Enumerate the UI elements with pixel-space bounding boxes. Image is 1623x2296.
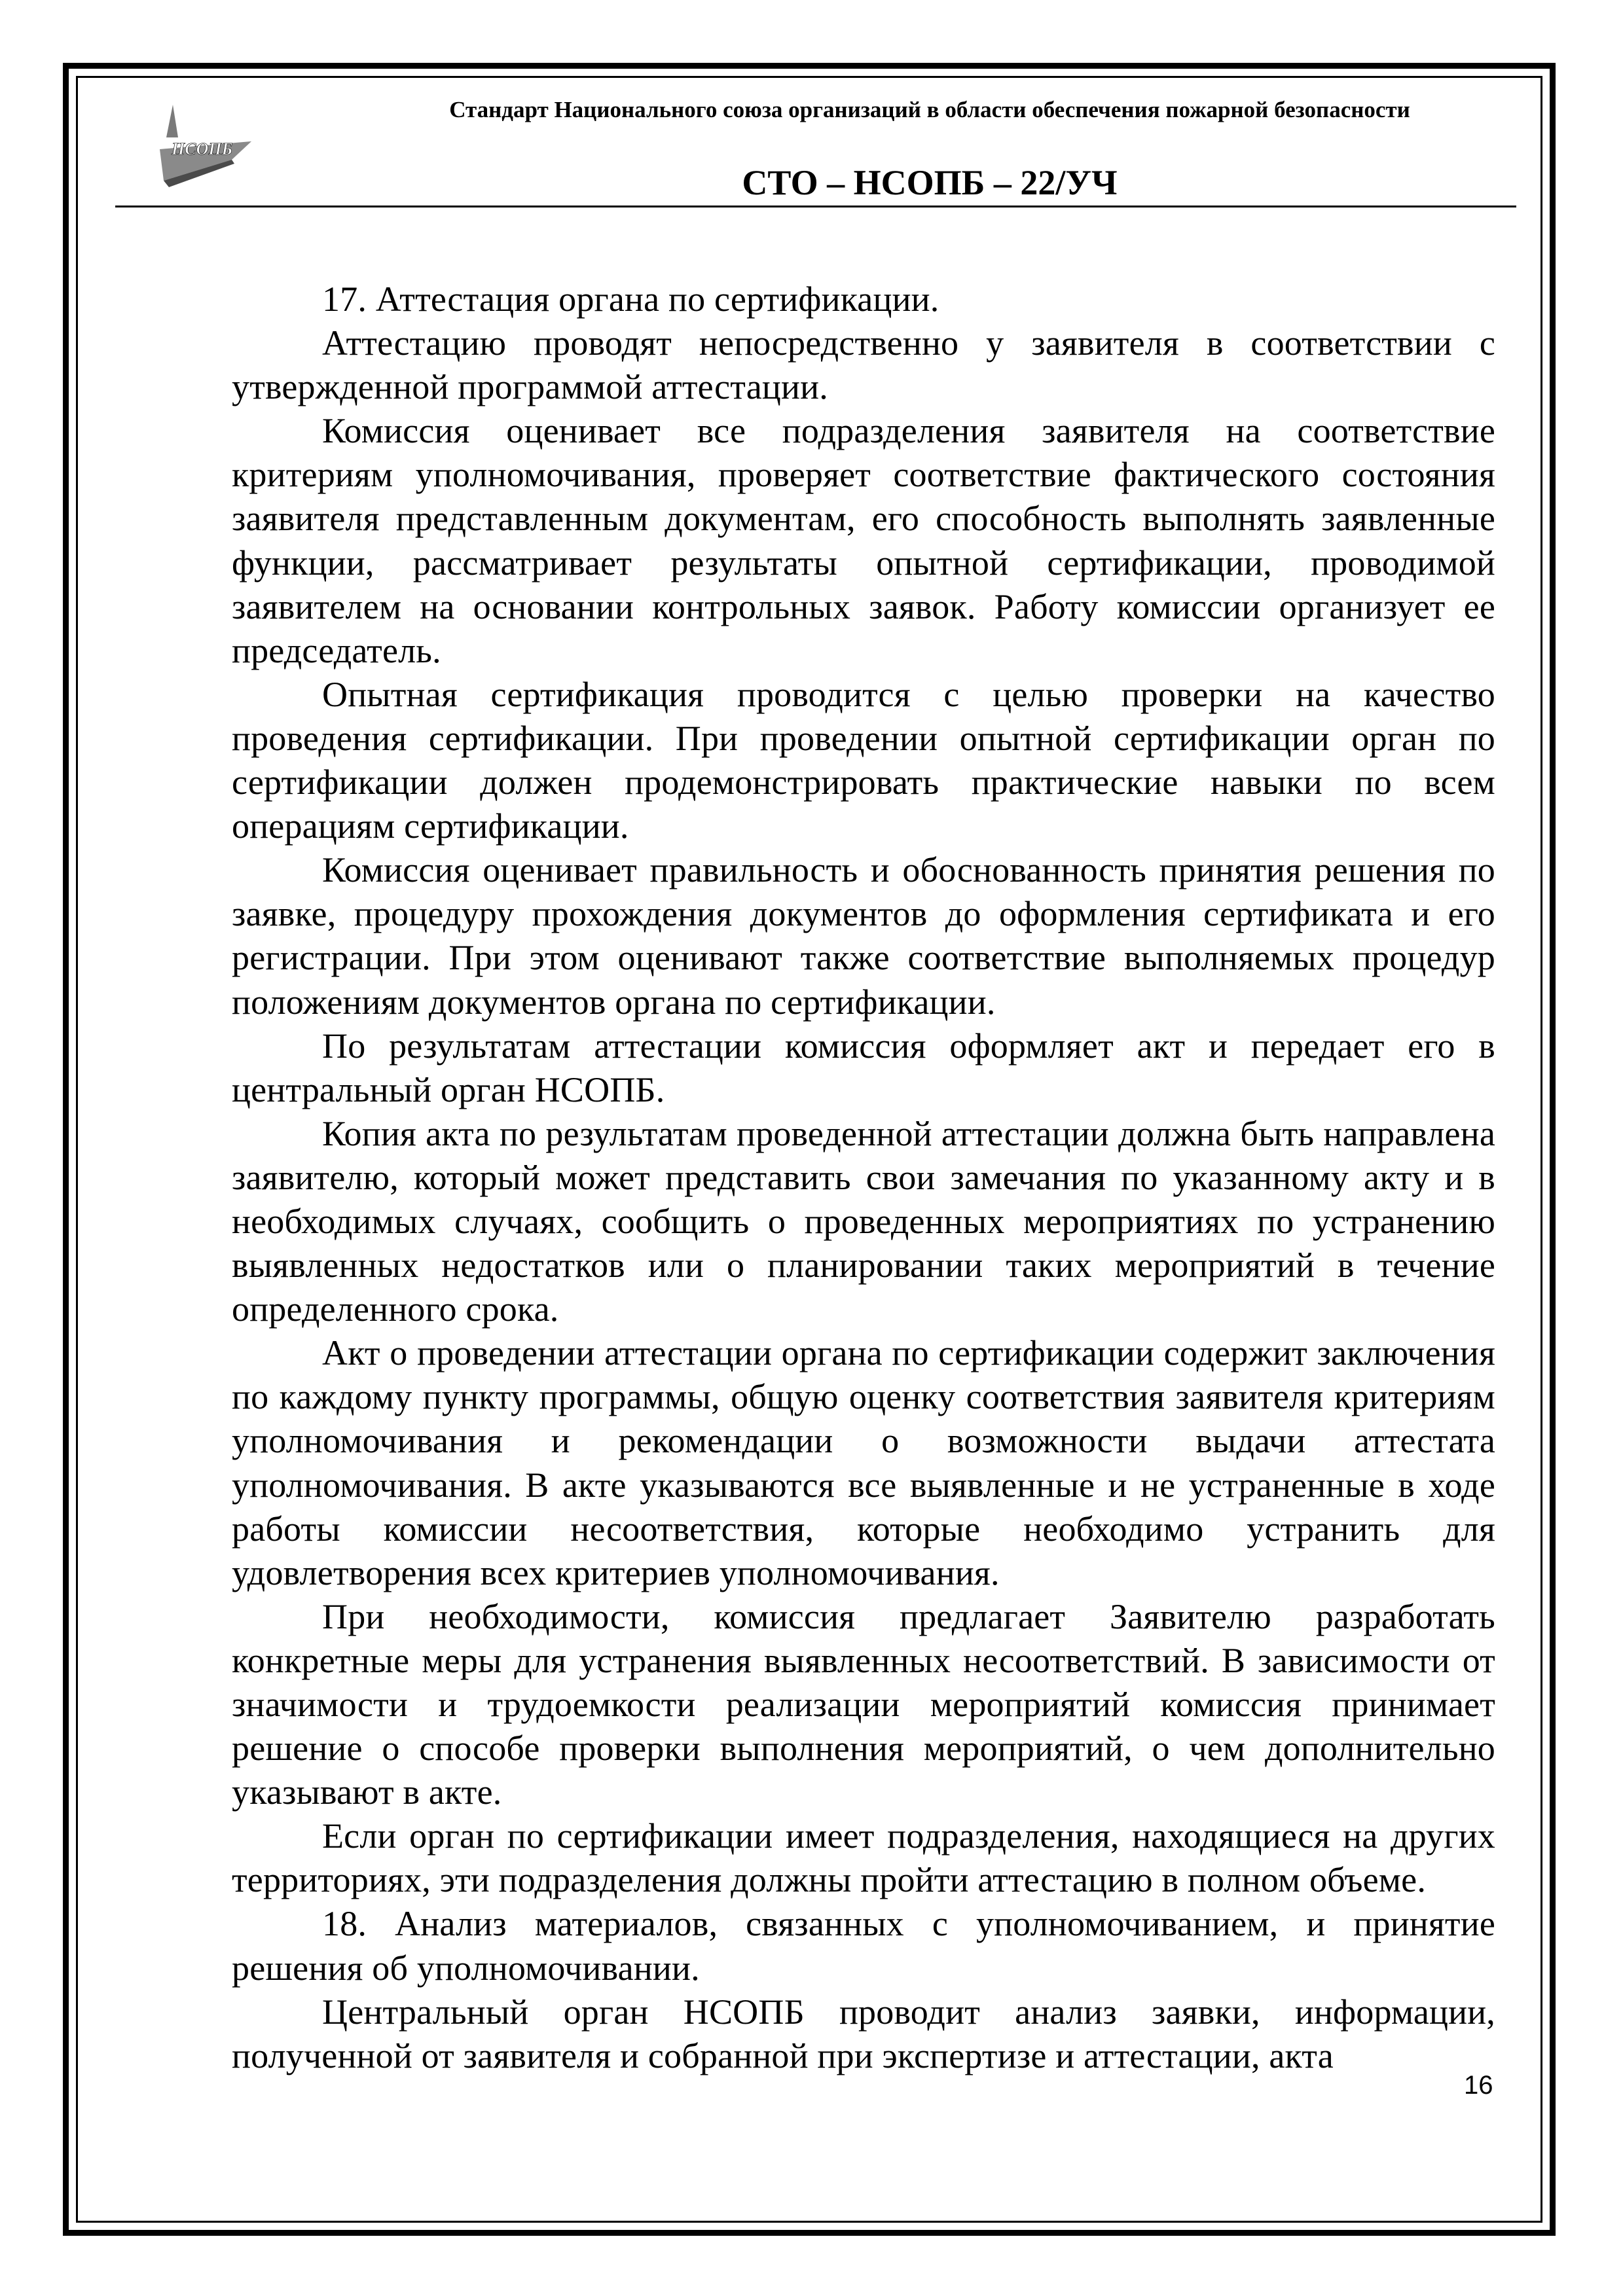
paragraph: Если орган по сертификации имеет подразделения, находящиеся на других территориях, эти подразделения должны пройти аттестацию в полном объеме. bbox=[232, 1816, 1495, 1900]
nsopb-logo-icon bbox=[155, 103, 253, 188]
section-heading-17: 17. Аттестация органа по сертификации. bbox=[322, 279, 939, 319]
document-body bbox=[232, 278, 1495, 2078]
header-organization: Стандарт Национального союза организаций в области обеспечения пожарной безопасности bbox=[449, 97, 1410, 122]
paragraph: Центральный орган НСОПБ проводит анализ заявки, информации, полученной от заявителя и собранной при экспертизе и аттестации, акта bbox=[232, 1992, 1495, 2075]
paragraph: При необходимости, комиссия предлагает Заявителю разработать конкретные меры для устранения выявленных несоответствий. В зависимости от значимости и трудоемкости реализации мероприятий комиссия принимает решение о способе проверки выполнения мероприятий, о чем дополнительно указывают в акте. bbox=[232, 1596, 1495, 1812]
paragraph: Акт о проведении аттестации органа по сертификации содержит заключения по каждому пункту программы, общую оценку соответствия заявителя критериям уполномочивания и рекомендации о возможности выдачи аттестата уполномочивания. В акте указываются все выявленные и не устраненные в ходе работы комиссии несоответствия, которые необходимо устранить для удовлетворения всех критериев уполномочивания. bbox=[232, 1333, 1495, 1592]
section-heading-18: 18. Анализ материалов, связанных с уполномочиванием, и принятие решения об уполномочивании. bbox=[232, 1904, 1495, 1988]
logo-text: НСОПБ bbox=[172, 139, 233, 158]
paragraph: Комиссия оценивает все подразделения заявителя на соответствие критериям уполномочивания, проверяет соответствие фактического состояния заявителя представленным документам, его способность выполнять заявленные функции, рассматривает результаты опытной сертификации, проводимой заявителем на основании контрольных заявок. Работу комиссии организует ее председатель. bbox=[232, 411, 1495, 670]
paragraph: По результатам аттестации комиссия оформляет акт и передает его в центральный орган НСОПБ. bbox=[232, 1026, 1495, 1109]
page-number: 16 bbox=[1464, 2071, 1493, 2100]
paragraph: Копия акта по результатам проведенной аттестации должна быть направлена заявителю, который может представить свои замечания по указанному акту и в необходимых случаях, сообщить о проведенных мероприятиях по устранению выявленных недостатков или о планировании таких мероприятий в течение определенного срока. bbox=[232, 1113, 1495, 1329]
document-code: СТО – НСОПБ – 22/УЧ bbox=[742, 163, 1118, 202]
paragraph: Аттестацию проводят непосредственно у заявителя в соответствии с утвержденной программой аттестации. bbox=[232, 323, 1495, 407]
paragraph: Опытная сертификация проводится с целью проверки на качество проведения сертификации. При проведении опытной сертификации орган по сертификации должен продемонстрировать практические навыки по всем операциям сертификации. bbox=[232, 674, 1495, 846]
header-divider bbox=[115, 206, 1516, 207]
paragraph: Комиссия оценивает правильность и обоснованность принятия решения по заявке, процедуру прохождения документов до оформления сертификата и его регистрации. При этом оценивают также соответствие выполняемых процедур положениям документов органа по сертификации. bbox=[232, 850, 1495, 1022]
